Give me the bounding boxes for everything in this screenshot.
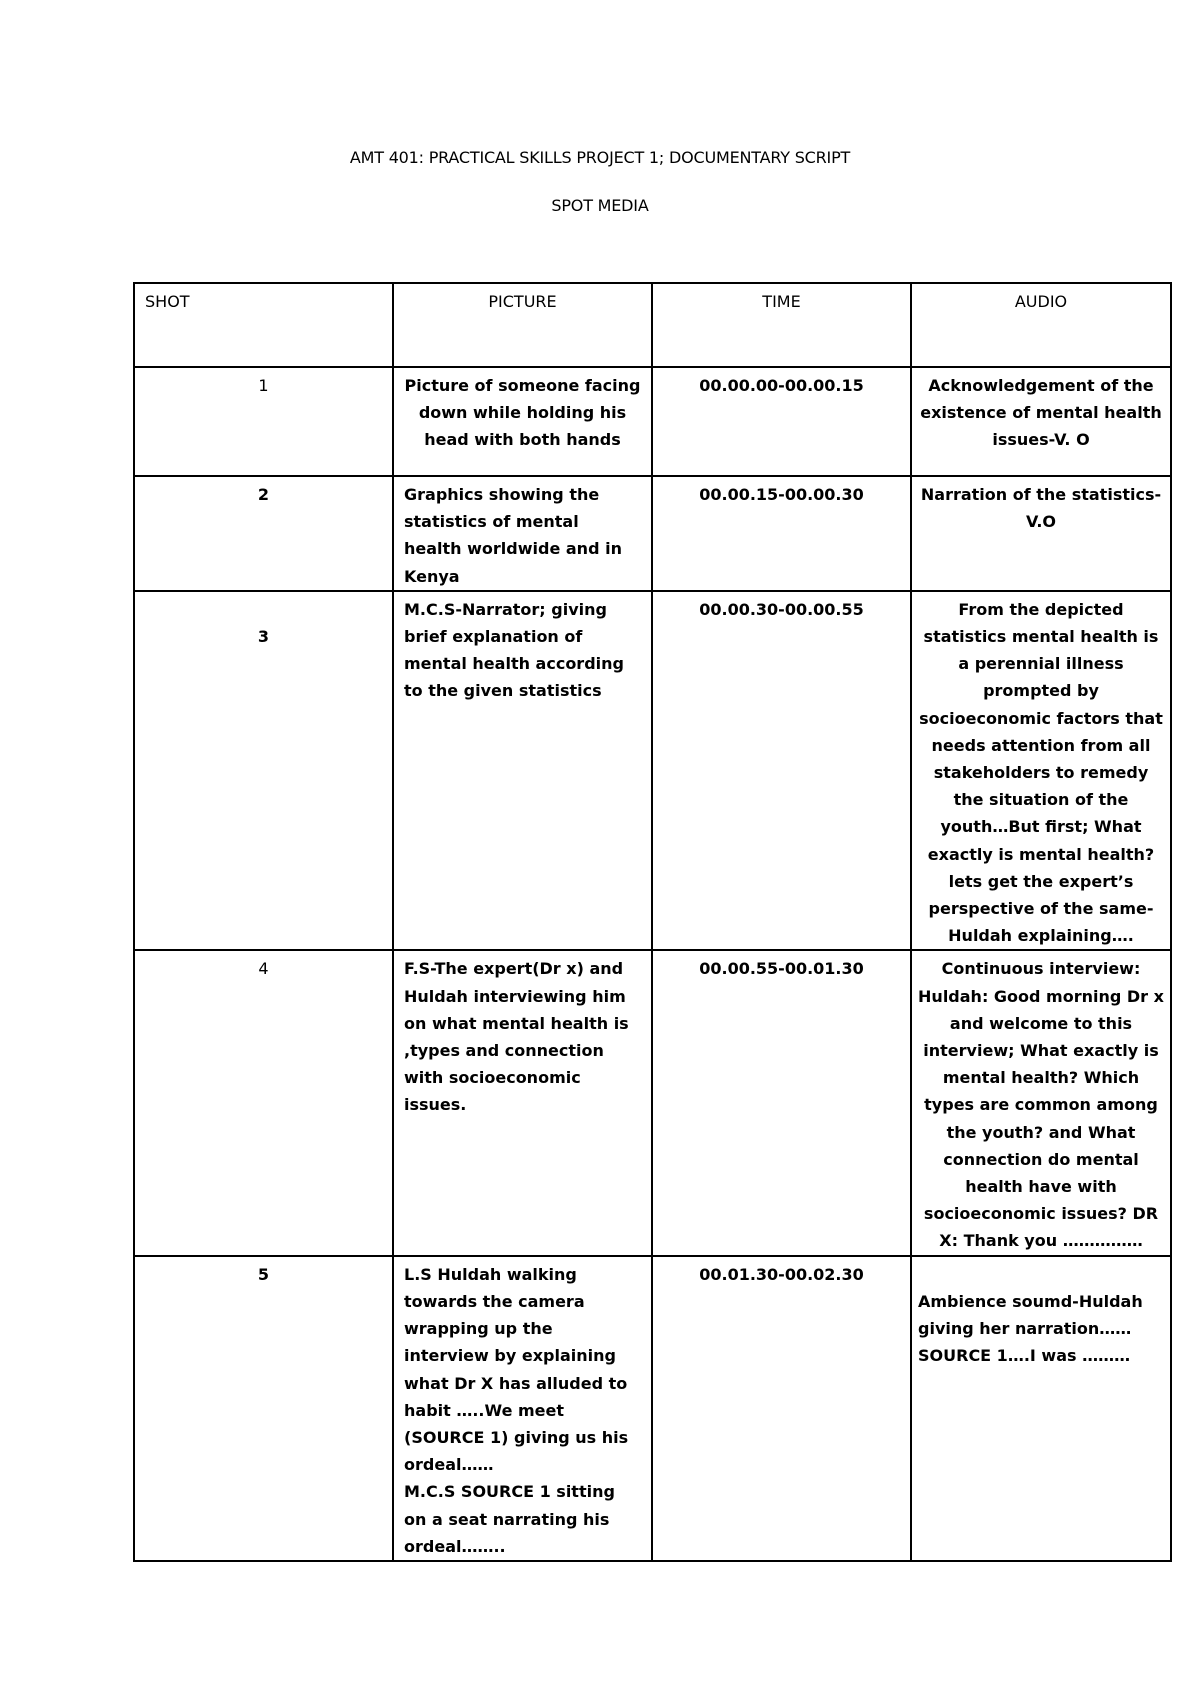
table-row [134, 367, 1171, 476]
time-cell: 00.00.55-00.01.30 [652, 950, 911, 1255]
time-cell: 00.00.00-00.00.15 [652, 367, 911, 476]
time-cell: 00.00.30-00.00.55 [652, 591, 911, 951]
audio-cell: Narration of the statistics-V.O [911, 476, 1171, 591]
shot-number: 2 [134, 476, 393, 591]
document-subtitle: SPOT MEDIA [551, 196, 649, 215]
table-row [134, 476, 1171, 591]
table-row [134, 591, 1171, 951]
shot-number: 5 [134, 1256, 393, 1561]
header-picture: PICTURE [393, 283, 652, 367]
shot-number: 4 [134, 950, 393, 1255]
time-cell: 00.01.30-00.02.30 [652, 1256, 911, 1561]
shot-number: 3 [134, 591, 393, 951]
audio-cell: Ambience soumd-Huldah giving her narration…… SOURCE 1….I was ……… [911, 1256, 1171, 1561]
audio-cell: Continuous interview: Huldah: Good morning Dr x and welcome to this interview; What exactly is mental health? Which types are common among the youth? and What connection do mental health have with socioeconomic issues? DR X: Thank you …………… [911, 950, 1171, 1255]
picture-cell: F.S-The expert(Dr x) and Huldah interviewing him on what mental health is ,types and connection with socioeconomic issues. [393, 950, 652, 1255]
shot-number: 1 [134, 367, 393, 476]
picture-cell: Picture of someone facing down while holding his head with both hands [393, 367, 652, 476]
header-time: TIME [652, 283, 911, 367]
table-row [134, 1256, 1171, 1561]
header-shot: SHOT [134, 283, 393, 367]
document-title: AMT 401: PRACTICAL SKILLS PROJECT 1; DOCUMENTARY SCRIPT [349, 148, 851, 167]
table-header-row [134, 283, 1171, 367]
table-row [134, 950, 1171, 1255]
time-cell: 00.00.15-00.00.30 [652, 476, 911, 591]
audio-cell: Acknowledgement of the existence of mental health issues-V. O [911, 367, 1171, 476]
picture-cell: L.S Huldah walking towards the camera wrapping up the interview by explaining what Dr X has alluded to habit …..We meet (SOURCE 1) giving us his ordeal…… M.C.S SOURCE 1 sitting on a seat narrating his ordeal…….. [393, 1256, 652, 1561]
header-audio: AUDIO [911, 283, 1171, 367]
picture-cell: Graphics showing the statistics of mental health worldwide and in Kenya [393, 476, 652, 591]
audio-cell: From the depicted statistics mental health is a perennial illness prompted by socioeconomic factors that needs attention from all stakeholders to remedy the situation of the youth…But first; What exactly is mental health? lets get the expert’s perspective of the same-Huldah explaining…. [911, 591, 1171, 951]
picture-cell: M.C.S-Narrator; giving brief explanation of mental health according to the given statistics [393, 591, 652, 951]
documentary-script-table [133, 282, 1172, 1562]
